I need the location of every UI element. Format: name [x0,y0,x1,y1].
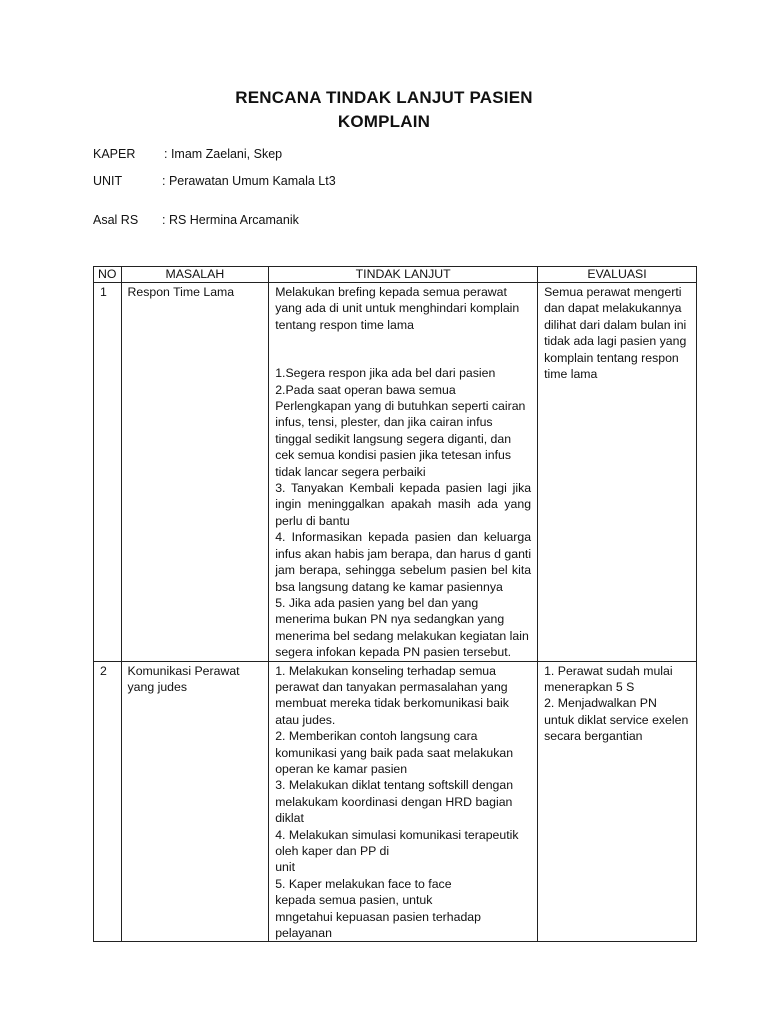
table-row [94,661,697,942]
tindak-item: 4. Melakukan simulasi komunikasi terapeutik oleh kaper dan PP di [275,827,519,858]
tindak-lanjut-cell [269,283,538,662]
tindak-item: 3. Melakukan diklat tentang softskill dengan melakukam koordinasi dengan HRD bagian diklat [275,778,514,826]
table-header-row [94,267,697,283]
document-title-line-2: KOMPLAIN [337,112,431,131]
header-evaluasi: EVALUASI [538,267,697,283]
unit-label: UNIT [93,174,123,188]
evaluasi-text: Semua perawat mengerti dan dapat melakukannya dilihat dari dalam bulan ini tidak ada lagi pasien yang komplain tentang respon time lama [544,285,687,382]
evaluasi-cell [538,661,697,942]
spacer [275,333,531,365]
unit-value: : Perawatan Umum Kamala Lt3 [162,174,336,188]
tindak-lanjut-cell [269,661,538,942]
asal-rs-value: : RS Hermina Arcamanik [162,213,299,227]
tindak-item: kepada semua pasien, untuk [275,893,433,908]
rtl-table [93,266,697,942]
tindak-item: 4. Informasikan kepada pasien dan keluarga infus akan habis jam berapa, dan harus d ganti jam berapa, sehingga sebelum pasien bel kita bsa langsung datang ke kamar pasiennya [275,530,532,594]
table-row [94,283,697,662]
tindak-intro: Melakukan brefing kepada semua perawat yang ada di unit untuk menghindari komplain tentang respon time lama [275,285,520,332]
masalah-cell [121,283,269,662]
row-number: 2 [94,661,122,942]
kaper-value: : Imam Zaelani, Skep [164,147,283,161]
tindak-item: 5. Jika ada pasien yang bel dan yang menerima bukan PN nya sedangkan yang menerima bel sedang melakukan kegiatan lain segera infokan kepada PN pasien tersebut. [275,595,529,660]
document-title-line-1: RENCANA TINDAK LANJUT PASIEN [235,88,533,107]
asal-rs-row [93,213,299,227]
tindak-item: unit [275,860,296,875]
evaluasi-cell [538,283,697,662]
asal-rs-label: Asal RS [93,213,139,227]
tindak-item: 3. Tanyakan Kembali kepada pasien lagi jika ingin meninggalkan apakah masih ada yang perlu di bantu [275,481,532,528]
tindak-item: 1.Segera respon jika ada bel dari pasien 2.Pada saat operan bawa semua Perlengkapan yang di butuhkan seperti cairan infus, tensi, plester, dan jika cairan infus tinggal sedikit langsung segera diganti, dan cek semua kondisi pasien jika tetesan infus tidak lancar segera perbaiki [275,366,526,479]
tindak-item: mngetahui kepuasan pasien terhadap pelayanan [275,909,481,941]
evaluasi-text: 2. Menjadwalkan PN untuk diklat service exelen secara bergantian [544,696,689,744]
masalah-cell [121,661,269,942]
row-number: 1 [94,283,122,662]
kaper-row [93,147,283,161]
tindak-item: membuat mereka tidak berkomunikasi baik atau judes. [275,696,509,727]
unit-row [93,174,336,188]
tindak-item: 2. Memberikan contoh langsung cara komunikasi yang baik pada saat melakukan operan ke kamar pasien [275,729,514,776]
tindak-item: 1. Melakukan konseling terhadap semua perawat dan tanyakan permasalahan yang [275,663,508,694]
masalah-text: Komunikasi Perawat yang judes [127,663,240,694]
masalah-text: Respon Time Lama [127,285,235,299]
evaluasi-text: 1. Perawat sudah mulai menerapkan 5 S [544,663,673,694]
header-tindak-lanjut: TINDAK LANJUT [269,267,538,283]
tindak-item: 5. Kaper melakukan face to face [275,876,452,891]
header-masalah: MASALAH [121,267,269,283]
kaper-label: KAPER [93,147,136,161]
header-no: NO [94,267,122,283]
